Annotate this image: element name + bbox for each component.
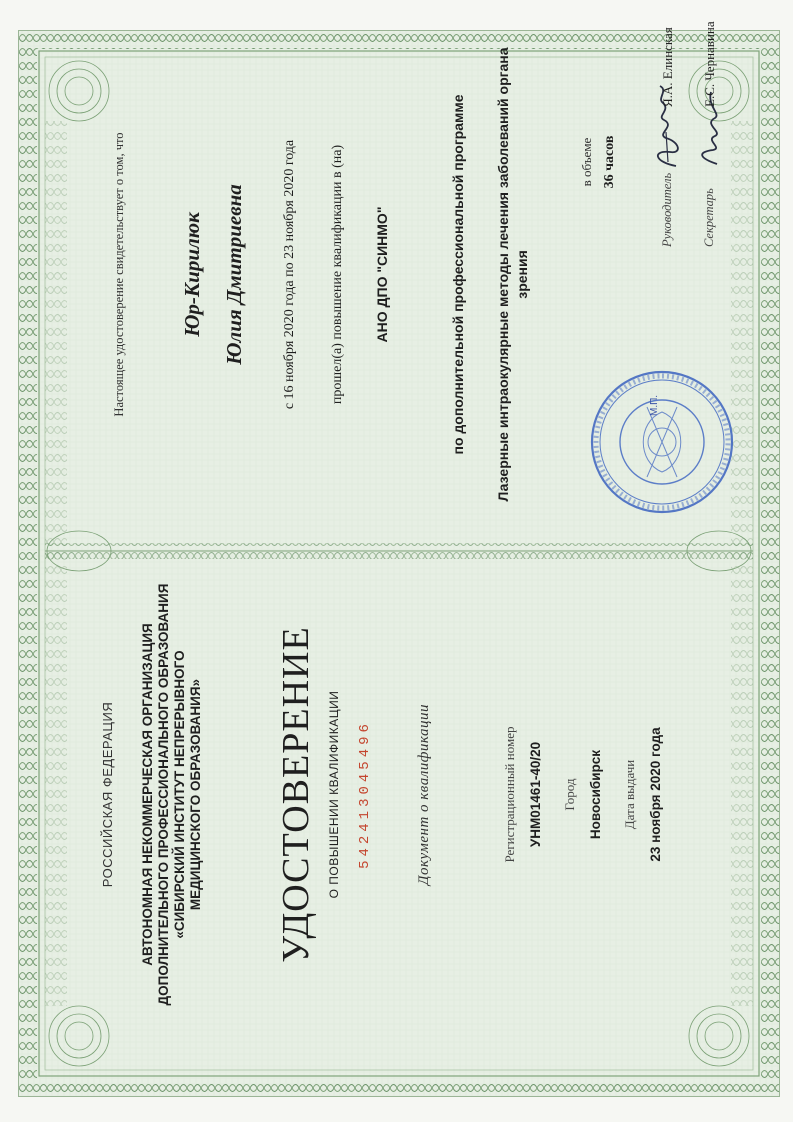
document-number: 542413045496 <box>357 720 373 869</box>
secretary-role: Секретарь <box>702 188 716 247</box>
document-subtitle: О ПОВЫШЕНИИ КВАЛИФИКАЦИИ <box>327 690 341 899</box>
official-seal <box>587 367 737 517</box>
issue-date-value: 23 ноября 2020 года <box>648 727 663 862</box>
volume-value: 36 часов <box>602 135 617 189</box>
intro-text: Настоящее удостоверение свидетельствует о том, что <box>112 132 126 417</box>
head-role: Руководитель <box>660 172 674 247</box>
stamp-place-label: М.П. <box>649 394 660 416</box>
document-type: Документ о квалификации <box>416 703 432 886</box>
country-label: РОССИЙСКАЯ ФЕДЕРАЦИЯ <box>100 701 115 888</box>
org-line: ДОПОЛНИТЕЛЬНОГО ПРОФЕССИОНАЛЬНОГО ОБРАЗОВАНИЯ <box>156 583 171 1006</box>
left-page <box>42 537 732 1052</box>
passed-text: прошел(а) повышение квалификации в (на) <box>330 144 345 405</box>
training-period: с 16 ноября 2020 года по 23 ноября 2020 года <box>282 139 297 410</box>
secretary-name: Е.С. Чернавина <box>702 21 717 107</box>
org-line: «СИБИРСКИЙ ИНСТИТУТ НЕПРЕРЫВНОГО <box>172 650 187 939</box>
certificate-content <box>42 17 732 1052</box>
registration-number: УНМ01461-40/20 <box>528 741 543 848</box>
head-name: Я.А. Елинская <box>660 27 675 107</box>
organization-short-name: АНО ДПО "СИНМО" <box>374 206 390 343</box>
city-value: Новосибирск <box>588 749 603 840</box>
registration-label: Регистрационный номер <box>502 726 517 863</box>
city-label: Город <box>562 778 577 811</box>
recipient-given-name: Юлия Дмитриевна <box>222 184 246 365</box>
org-line: АВТОНОМНАЯ НЕКОММЕРЧЕСКАЯ ОРГАНИЗАЦИЯ <box>140 623 155 966</box>
right-page <box>42 17 732 532</box>
document-title: УДОСТОВЕРЕНИЕ <box>275 626 317 963</box>
program-name: Лазерные интраокулярные методы лечения заболеваний органа зрения <box>495 47 530 502</box>
org-line: МЕДИЦИНСКОГО ОБРАЗОВАНИЯ» <box>188 678 203 911</box>
program-intro: по дополнительной профессиональной программе <box>450 94 466 455</box>
recipient-surname: Юр-Кирилюк <box>180 212 204 337</box>
issue-date-label: Дата выдачи <box>622 759 637 830</box>
organization-name <box>140 552 204 1037</box>
volume-label: в объеме <box>579 137 594 187</box>
